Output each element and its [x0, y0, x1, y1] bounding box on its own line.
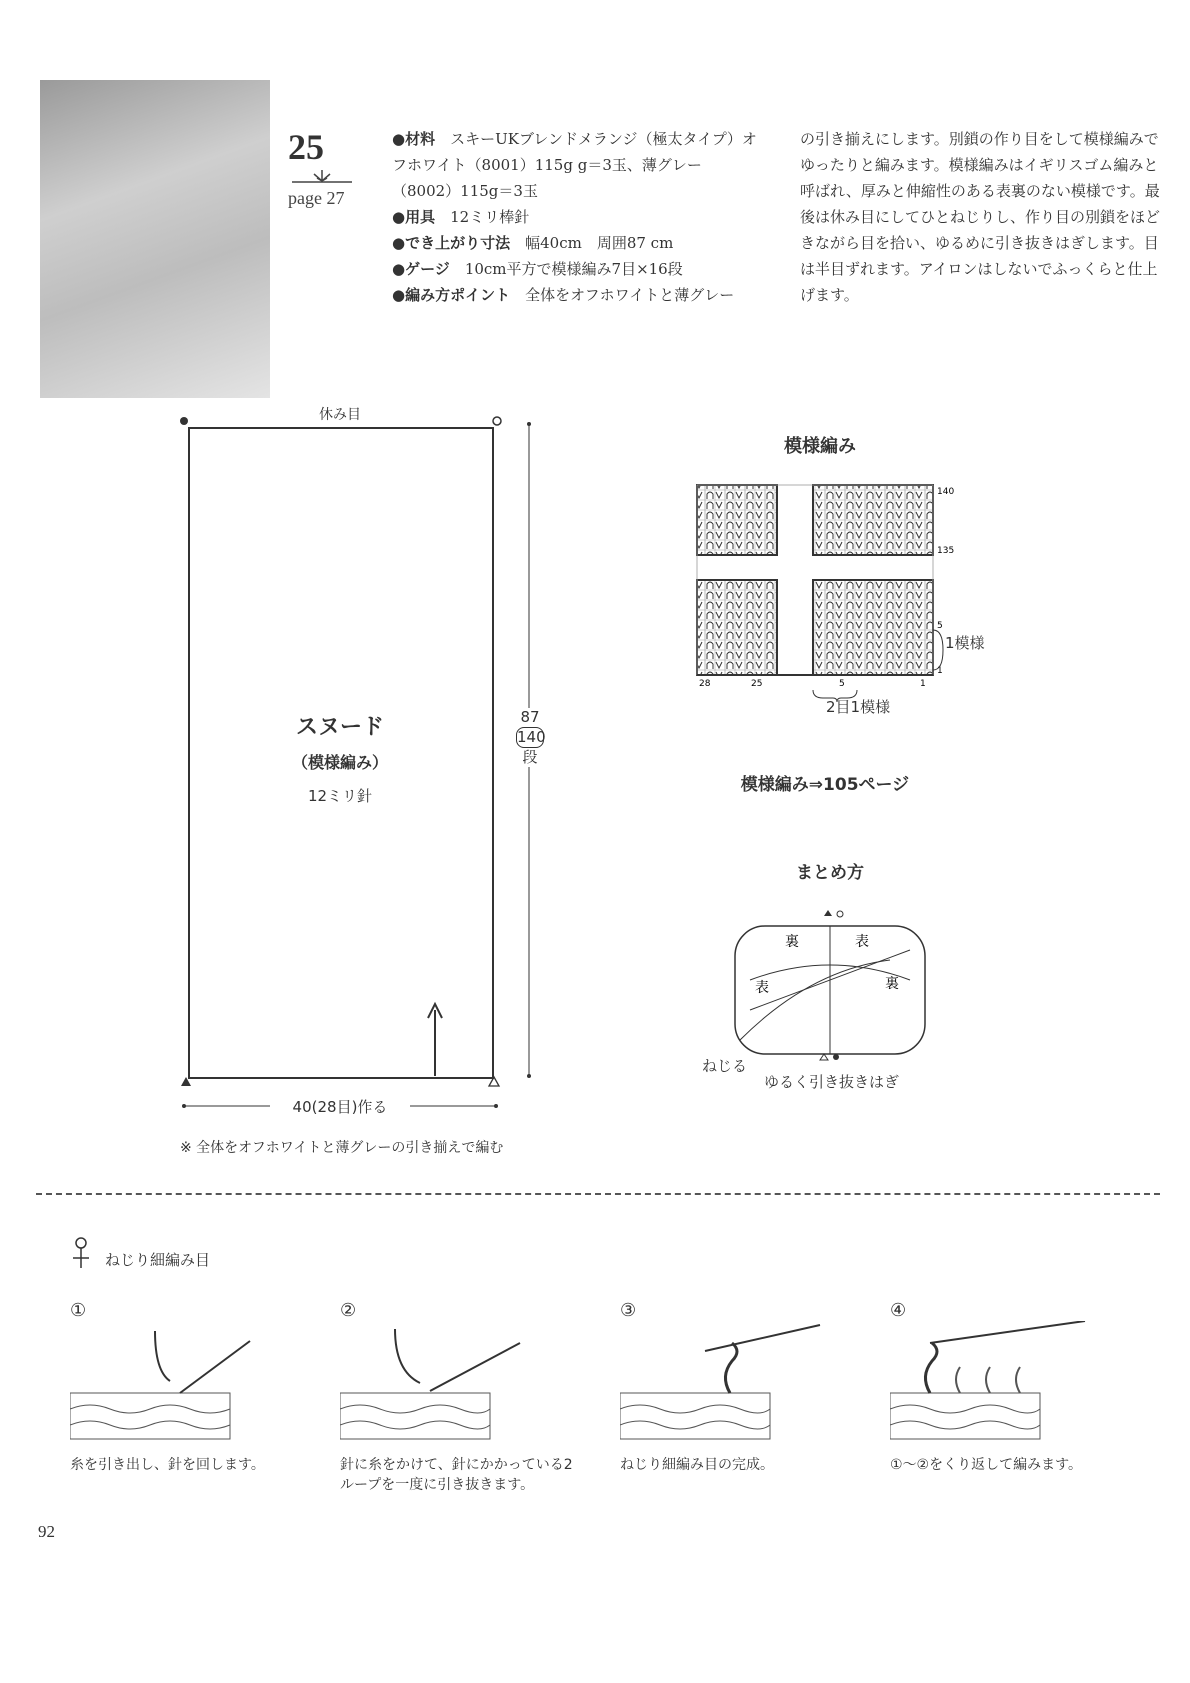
material-line: ●材料 スキーUKブレンドメランジ（極太タイプ）オフホワイト（8001）115g g＝3玉、薄グレー（8002）115g＝3玉 — [392, 130, 757, 200]
pattern-number: 25 — [288, 127, 324, 167]
materials-list — [392, 126, 757, 308]
step-1-illustration — [70, 1321, 310, 1451]
svg-text:表: 表 — [855, 934, 869, 950]
svg-text:1: 1 — [937, 666, 943, 676]
stitch-repeat-label: 2目1模様 — [826, 698, 891, 716]
finishing-title: まとめ方 — [796, 863, 864, 883]
step-3: ③ ねじり細編み目の完成。 — [620, 1300, 860, 1475]
step-4-illustration — [890, 1321, 1130, 1451]
page-number: 92 — [38, 1522, 55, 1541]
needle-size: 12ミリ針 — [307, 787, 373, 805]
knit-direction-arrow — [420, 1000, 450, 1080]
chart-block-top-left — [697, 485, 777, 555]
yarn-note: ※ 全体をオフホワイトと薄グレーの引き揃えで編む — [180, 1140, 504, 1156]
snood-title: スヌード — [295, 715, 384, 740]
pattern-chart — [695, 480, 985, 715]
svg-text:135: 135 — [937, 546, 955, 556]
section-divider — [36, 1193, 1160, 1195]
repeat-label: 1模様 — [945, 634, 985, 652]
twist-label: ねじる — [702, 1057, 748, 1075]
svg-text:1: 1 — [920, 679, 926, 689]
twisted-sc-symbol-icon — [70, 1236, 92, 1270]
step-3-caption: ねじり細編み目の完成。 — [620, 1457, 774, 1473]
join-label: ゆるく引き抜きはぎ — [764, 1073, 900, 1091]
model-photo — [40, 80, 270, 398]
height-dimension: 87 140 段 — [508, 708, 552, 767]
gauge-line: ●ゲージ 10cm平方で模様編み7目×16段 — [392, 260, 683, 278]
svg-text:裏: 裏 — [885, 976, 899, 992]
howto-title: ねじり細編み目 — [105, 1251, 211, 1269]
snood-subtitle: （模様編み） — [291, 753, 388, 772]
step-3-illustration — [620, 1321, 860, 1451]
step-1: ① 糸を引き出し、針を回します。 — [70, 1300, 310, 1475]
knitting-points: の引き揃えにします。別鎖の作り目をして模様編みでゆったりと編みます。模様編みはイギリスゴム編みと呼ばれ、厚みと伸縮性のある表裏のない模様です。最後は休み目にしてひとねじりし、作り目の別鎖をほどきながら目を拾い、ゆるめに引き抜きはぎします。目は半目ずれます。アイロンはしないでふっくらと仕上げます。 — [800, 130, 1161, 304]
page-reference: page 27 — [288, 188, 345, 208]
svg-text:5: 5 — [839, 679, 845, 689]
step-2-illustration — [340, 1321, 580, 1451]
width-dimension: 40(28目)作る — [270, 1096, 410, 1117]
step-4: ④ ①〜②をくり返して編みます。 — [890, 1300, 1130, 1475]
size-line: ●でき上がり寸法 幅40cm 周囲87 cm — [392, 234, 674, 252]
step-1-caption: 糸を引き出し、針を回します。 — [70, 1457, 265, 1473]
rest-stitch-label: 休み目 — [319, 407, 361, 423]
svg-text:表: 表 — [755, 980, 769, 996]
step-4-caption: ①〜②をくり返して編みます。 — [890, 1457, 1082, 1473]
point-line: ●編み方ポイント 全体をオフホワイトと薄グレー — [392, 286, 735, 304]
pattern-ref: 模様編み⇒105ページ — [740, 775, 910, 795]
step-2: ② 針に糸をかけて、針にかかっている2ループを一度に引き抜きます。 — [340, 1300, 580, 1495]
ornament-icon — [290, 166, 354, 186]
bottom-corner-marks — [175, 1070, 505, 1090]
tools-line: ●用具 12ミリ棒針 — [392, 208, 530, 226]
chart-block-top-right — [813, 485, 933, 555]
chart-block-bottom-right — [813, 580, 933, 675]
pattern-title: 模様編み — [784, 436, 856, 457]
step-2-caption: 針に糸をかけて、針にかかっている2ループを一度に引き抜きます。 — [340, 1457, 573, 1493]
svg-text:28: 28 — [699, 679, 711, 689]
finishing-diagram — [730, 910, 930, 1070]
chart-block-bottom-left — [697, 580, 777, 675]
svg-text:25: 25 — [751, 679, 763, 689]
svg-text:5: 5 — [937, 621, 943, 631]
svg-text:140: 140 — [937, 487, 955, 497]
svg-text:裏: 裏 — [785, 934, 799, 950]
